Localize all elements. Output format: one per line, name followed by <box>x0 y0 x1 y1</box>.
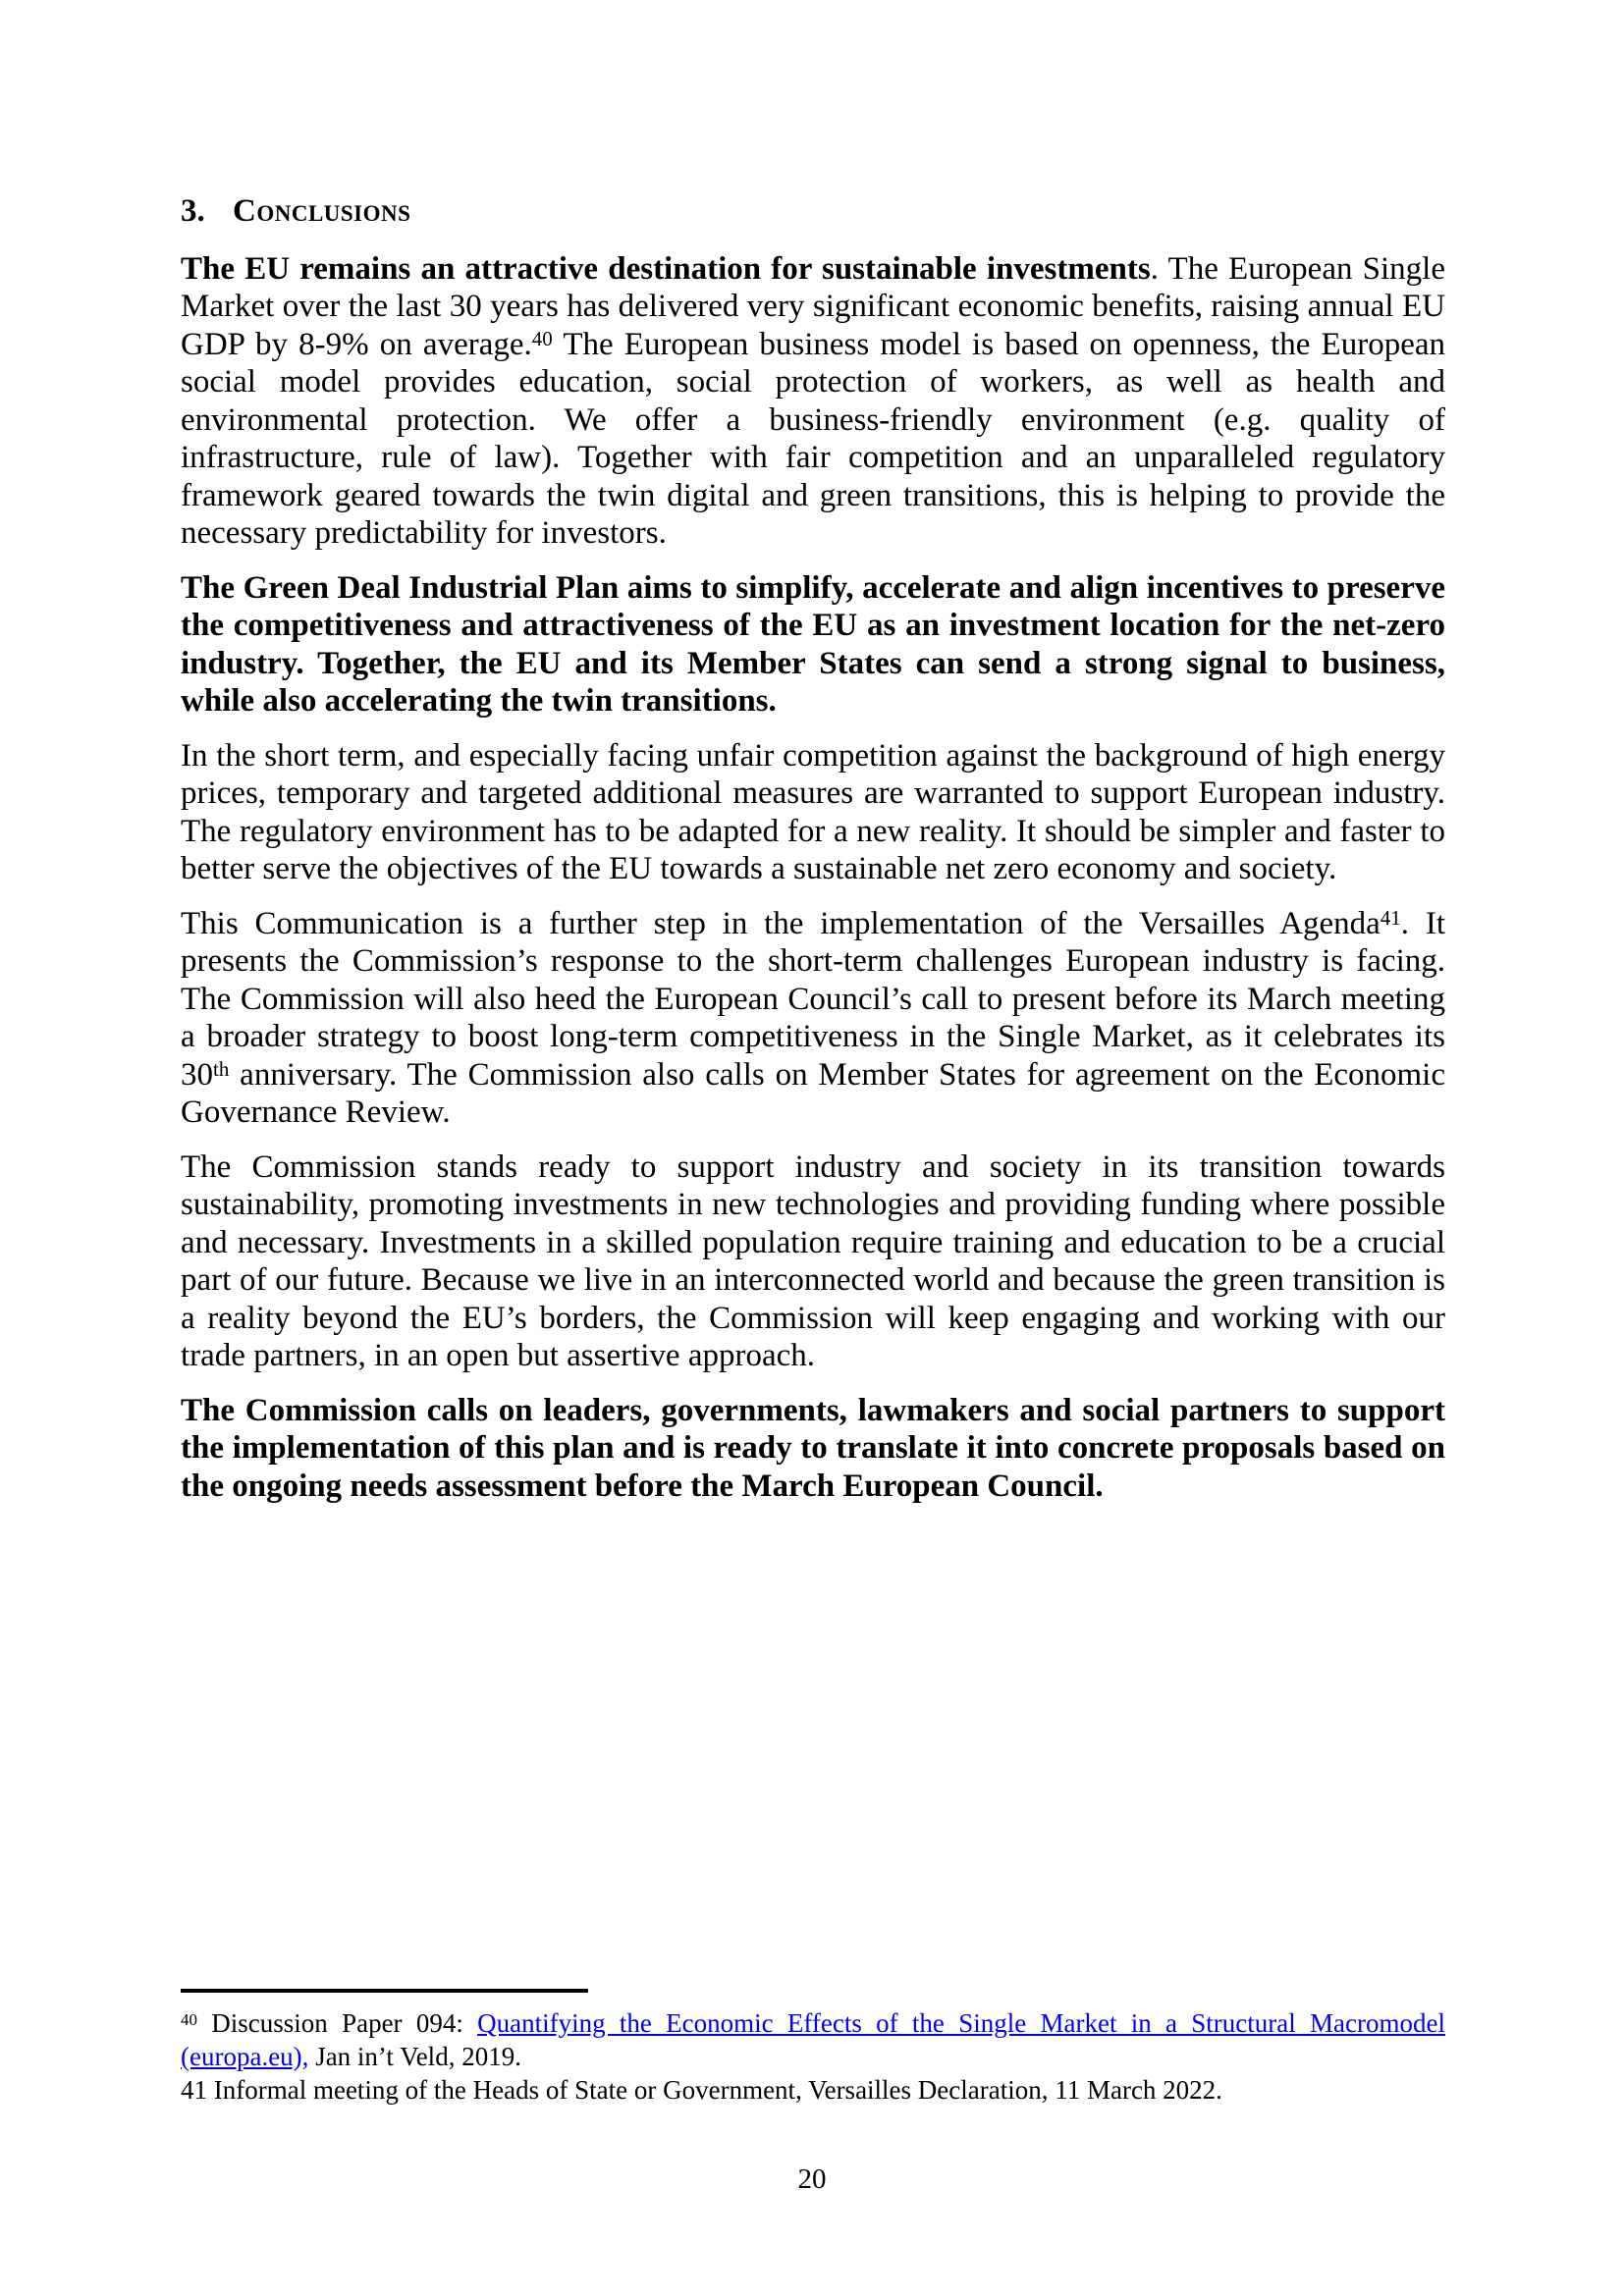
paragraph-bold-lead: The EU remains an attractive destination for sustainable investments <box>181 250 1151 287</box>
paragraph-text: This Communication is a further step in the implementation of the Versailles Agenda <box>181 905 1380 941</box>
footnote-ref-40: 40 <box>531 326 553 350</box>
footnote-40-text: Discussion Paper 094: <box>197 2008 478 2038</box>
paragraph-green-deal-plan: The Green Deal Industrial Plan aims to simplify, accelerate and align incentives to preserve the competitiveness and attractiveness of the EU as an investment location for the net-zero industry. Together, the EU and its Member States can send a strong signal to business, while also accelerating the twin transitions. <box>181 569 1445 719</box>
footnote-separator-line <box>181 1989 588 1993</box>
footnote-ref-41: 41 <box>1380 905 1401 930</box>
paragraph-communication-step <box>181 905 1445 1132</box>
paragraph-text: . It presents the Commission’s response to the short-term challenges European industry is facing. The Commission will also heed the European Council’s call to present before its March meeting a broader strategy to boost long-term competitiveness in the Single Market, as it celebrates its 30 <box>181 905 1445 1093</box>
paragraph-short-term: In the short term, and especially facing unfair competition against the background of high energy prices, temporary and targeted additional measures are warranted to support European industry. The regulatory environment has to be adapted for a new reality. It should be simpler and faster to better serve the objectives of the EU towards a sustainable net zero economy and society. <box>181 737 1445 886</box>
paragraph-text: anniversary. The Commission also calls on Member States for agreement on the Economic Governance Review. <box>181 1056 1445 1130</box>
ordinal-suffix: th <box>213 1056 230 1081</box>
paragraph-conclusions-intro <box>181 250 1445 553</box>
footnote-40 <box>181 2006 1445 2073</box>
paragraph-text: . The European Single Market over the last 30 years has delivered very significant economic benefits, raising annual EU GDP by 8-9% on average. <box>181 250 1445 362</box>
main-text-block <box>181 192 1445 1522</box>
paragraph-text: The European business model is based on openness, the European social model provides education, social protection of workers, as well as health and environmental protection. We offer a business-friendly environment (e.g. quality of infrastructure, rule of law). Together with fair competition and an unparalleled regulatory framework geared towards the twin digital and green transitions, this is helping to provide the necessary predictability for investors. <box>181 326 1445 551</box>
section-heading <box>181 192 1445 231</box>
footnote-41: 41 Informal meeting of the Heads of State or Government, Versailles Declaration, 11 March 2022. <box>181 2075 1222 2105</box>
section-number: 3. <box>181 193 205 229</box>
section-title: Conclusions <box>233 193 411 229</box>
paragraph-commission-ready: The Commission stands ready to support industry and society in its transition towards sustainability, promoting investments in new technologies and providing funding where possible and necessary. Investments in a skilled population require training and education to be a crucial part of our future. Because we live in an interconnected world and because the green transition is a reality beyond the EU’s borders, the Commission will keep engaging and working with our trade partners, in an open but assertive approach. <box>181 1148 1445 1373</box>
page-number: 20 <box>797 2163 827 2195</box>
footnote-40-number: 40 <box>181 2009 197 2029</box>
paragraph-call-to-action: The Commission calls on leaders, governments, lawmakers and social partners to support the implementation of this plan and is ready to translate it into concrete proposals based on the ongoing needs assessment before the March European Council. <box>181 1392 1445 1504</box>
footnote-40-hyperlink[interactable]: Quantifying the Economic Effects of the Single Market in a Structural Macromodel (europa.eu), <box>181 2008 1446 2071</box>
footnote-area <box>181 1989 1445 2107</box>
footnote-40-text-after: Jan in’t Veld, 2019. <box>308 2042 521 2071</box>
